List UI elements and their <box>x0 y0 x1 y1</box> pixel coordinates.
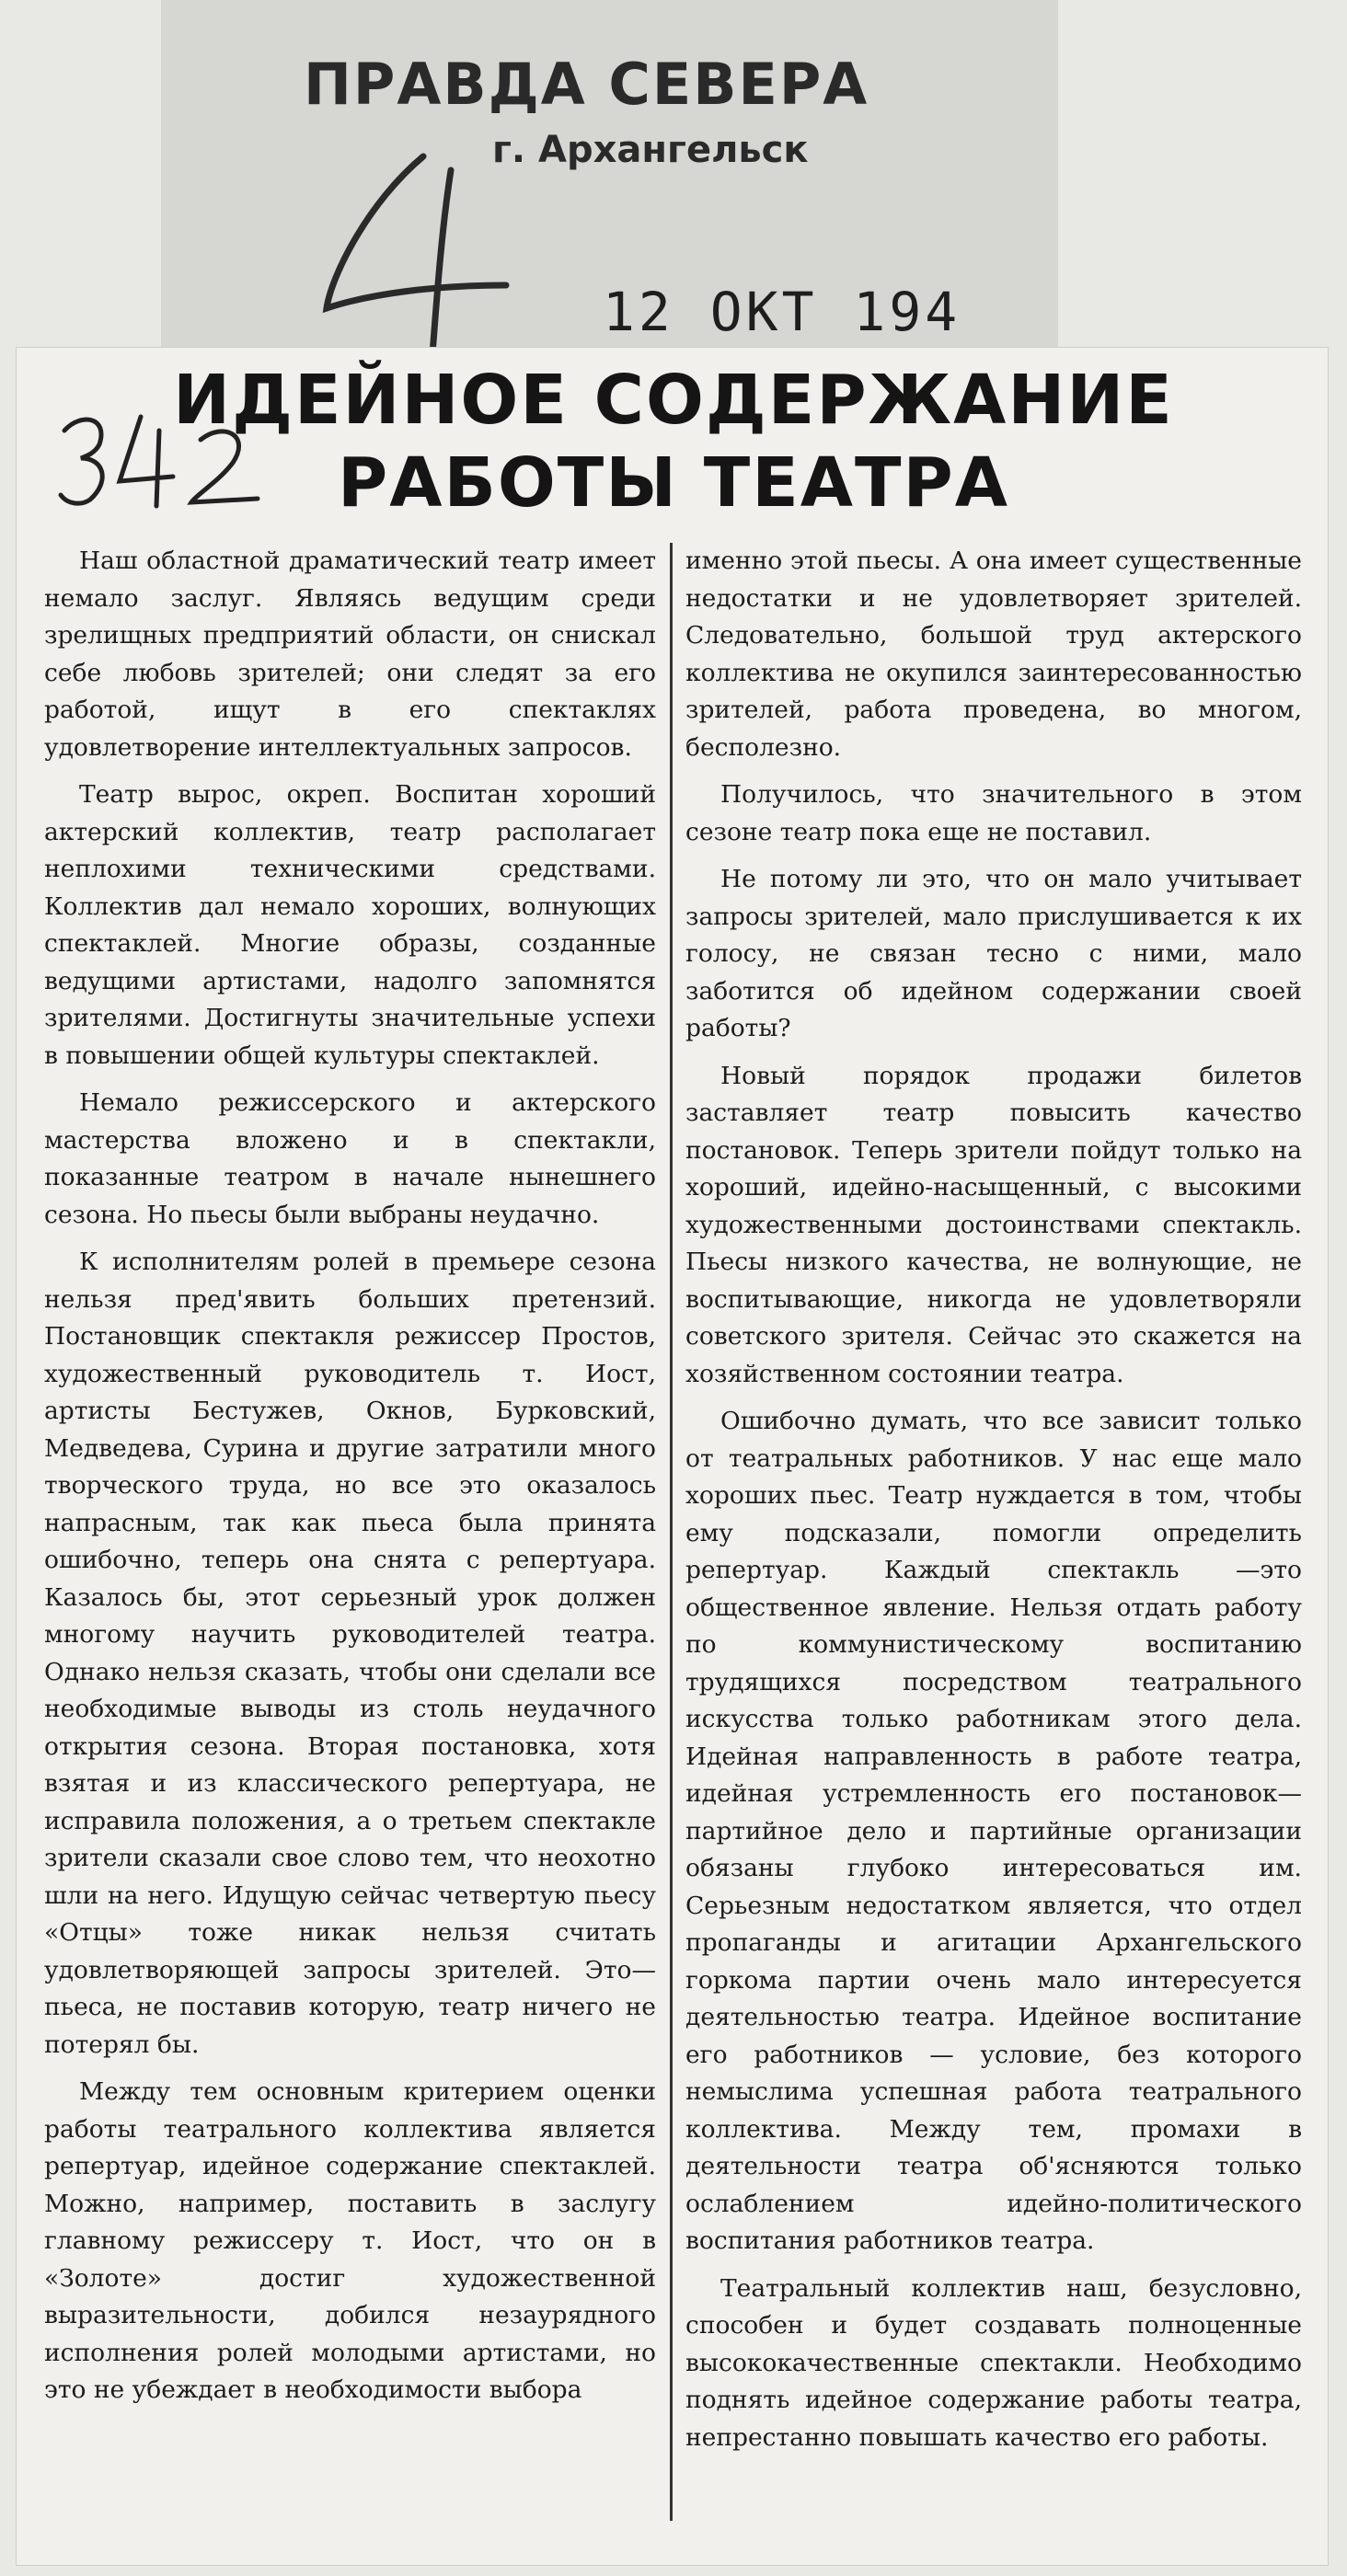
column-divider <box>670 543 673 2521</box>
archive-date-stamp: 12 ОКТ 194 <box>603 281 961 343</box>
paragraph: Ошибочно думать, что все зависит только от театральных работников. У нас еще мало хороших пьес. Театр нуждается в том, чтобы ему подсказали, помогли определить репертуар. Каждый спектакль —это общественное явление. Нельзя отдать работу по коммунистическому воспитанию трудящихся посредством театрального искусства только работникам этого дела. Идейная направленность в работе театра, идейная устремленность его постановок—партийное дело и партийные организации обязаны глубоко интересоваться им. Серьезным недостатком является, что отдел пропаганды и агитации Архангельского горкома партии очень мало интересуется деятельностью театра. Идейное воспитание его работников — условие, без которого немыслима успешная работа театрального коллектива. Между тем, промахи в деятельности театра об'ясняются только ослаблением идейно-политического воспитания работников театра. <box>685 1407 1302 2255</box>
article-column-left <box>44 543 656 2420</box>
newspaper-city: г. Архангельск <box>492 129 809 171</box>
paragraph: Театральный коллектив наш, безусловно, способен и будет создавать полноценные высококачественные спектакли. Необходимо поднять идейное содержание работы театра, непрестанно повышать качество его работы. <box>685 2273 1302 2452</box>
paragraph: Между тем основным критерием оценки работы театрального коллектива является репертуар, идейное содержание спектаклей. Можно, например, поставить в заслугу главному режиссеру т. Иост, что он в «Золоте» достиг художественной выразительности, добился незаурядного исполнения ролей молодыми артистами, но это не убеждает в необходимости выбора <box>44 2077 656 2404</box>
paragraph: Новый порядок продажи билетов заставляет театр повысить качество постановок. Теперь зрители пойдут только на хороший, идейно-насыщенный, с высокими художественными достоинствами спектакль. Пьесы низкого качества, не волнующие, не воспитывающие, никогда не удовлетворяли советского зрителя. Сейчас это скажется на хозяйственном состоянии театра. <box>685 1061 1302 1388</box>
paragraph: именно этой пьесы. А она имеет существенные недостатки и не удовлетворяет зрителей. Следовательно, большой труд актерского коллектива не окупился заинтересованностью зрителей, работа проведена, во многом, бесполезно. <box>685 546 1302 762</box>
paragraph: Наш областной драматический театр имеет немало заслуг. Являясь ведущим среди зрелищных предприятий области, он снискал себе любовь зрителей; они следят за его работой, ищут в его спектаклях удовлетворение интеллектуальных запросов. <box>44 546 656 762</box>
paragraph: Получилось, что значительного в этом сезоне театр пока еще не поставил. <box>685 780 1302 846</box>
paragraph: Не потому ли это, что он мало учитывает запросы зрителей, мало прислушивается к их голосу, не связан тесно с ними, мало заботится об идейном содержании своей работы? <box>685 865 1302 1042</box>
article-headline <box>0 359 1347 524</box>
newspaper-name: ПРАВДА СЕВЕРА <box>304 51 869 118</box>
handwritten-archive-mark <box>313 138 515 359</box>
paragraph: Немало режиссерского и актерского мастерства вложено и в спектакли, показанные театром в начале нынешнего сезона. Но пьесы были выбраны неудачно. <box>44 1088 656 1229</box>
article-column-right <box>685 543 1302 2467</box>
paragraph: Театр вырос, окреп. Воспитан хороший актерский коллектив, театр располагает неплохими техническими средствами. Коллектив дал немало хороших, волнующих спектаклей. Многие образы, созданные ведущими артистами, надолго запомнятся зрителями. Достигнуты значительные успехи в повышении общей культуры спектаклей. <box>44 780 656 1070</box>
paragraph: К исполнителям ролей в премьере сезона нельзя пред'явить больших претензий. Постановщик спектакля режиссер Простов, художественный руководитель т. Иост, артисты Бестужев, Окнов, Бурковский, Медведева, Сурина и другие затратили много творческого труда, но все это оказалось напрасным, так как пьеса была принята ошибочно, теперь она снята с репертуара. Казалось бы, этот серьезный урок должен многому научить руководителей театра. Однако нельзя сказать, чтобы они сделали все необходимые выводы из столь неудачного открытия сезона. Вторая постановка, хотя взятая и из классического репертуара, не исправила положения, а о третьем спектакле зрители сказали свое слово тем, что неохотно шли на него. Идущую сейчас четвертую пьесу «Отцы» тоже никак нельзя считать удовлетворяющей запросы зрителей. Это—пьеса, не поставив которую, театр ничего не потерял бы. <box>44 1248 656 2059</box>
headline-line-2: РАБОТЫ ТЕАТРА <box>337 443 1009 523</box>
headline-line-1: ИДЕЙНОЕ СОДЕРЖАНИЕ <box>173 361 1174 440</box>
